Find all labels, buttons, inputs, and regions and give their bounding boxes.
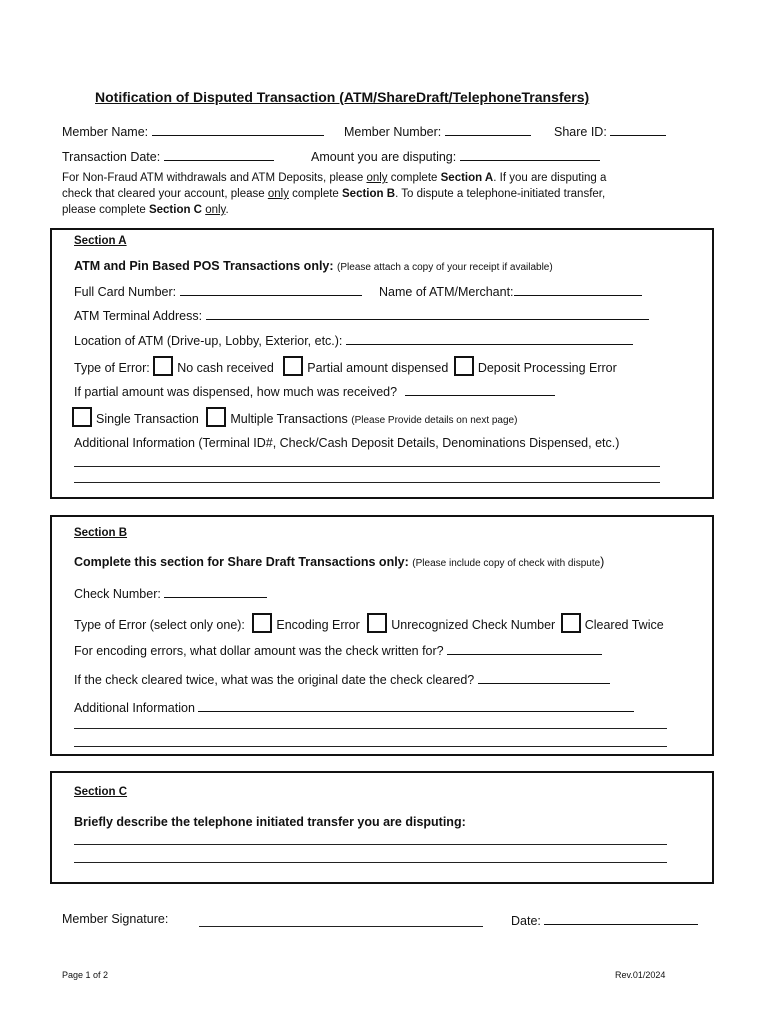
share-id-row — [554, 123, 666, 139]
date-field[interactable] — [544, 912, 698, 925]
multiple-transactions-note: (Please Provide details on next page) — [351, 415, 518, 426]
card-number-field[interactable] — [180, 283, 362, 296]
member-number-field[interactable] — [445, 123, 531, 136]
location-row — [74, 332, 633, 348]
date-row — [511, 912, 698, 928]
partial-amount-question: If partial amount was dispensed, how much was received? — [74, 385, 398, 399]
section-b-additional-line-2[interactable] — [74, 746, 667, 747]
instr-text: please complete — [62, 204, 149, 216]
encoding-question: For encoding errors, what dollar amount was the check written for? — [74, 644, 444, 658]
deposit-error-checkbox[interactable] — [454, 356, 474, 376]
section-b-additional-line-1[interactable] — [74, 728, 667, 729]
check-number-label: Check Number: — [74, 587, 161, 601]
instr-text: complete — [387, 172, 441, 184]
location-label: Location of ATM (Drive-up, Lobby, Exterior, etc.): — [74, 334, 343, 348]
member-name-field[interactable] — [152, 123, 324, 136]
transaction-date-label: Transaction Date: — [62, 150, 161, 164]
instr-text: . If you are disputing a — [493, 172, 607, 184]
revision: Rev.01/2024 — [615, 970, 666, 980]
transaction-date-field[interactable] — [164, 148, 274, 161]
encoding-question-row — [74, 642, 602, 658]
encoding-amount-field[interactable] — [447, 642, 602, 655]
section-a-note: (Please attach a copy of your receipt if available) — [337, 262, 553, 273]
instr-text: . — [225, 204, 229, 216]
terminal-address-row — [74, 307, 649, 323]
section-a-additional-label: Additional Information (Terminal ID#, Check/Cash Deposit Details, Denominations Dispensed, etc.) — [74, 436, 620, 450]
card-number-row — [74, 283, 362, 299]
atm-name-field[interactable] — [514, 283, 642, 296]
cleared-twice-label: Cleared Twice — [584, 618, 664, 632]
single-transaction-checkbox[interactable] — [72, 407, 92, 427]
cleared-question-row — [74, 671, 610, 687]
instr-only: only — [267, 188, 289, 200]
terminal-address-field[interactable] — [206, 307, 649, 320]
section-c-line-2[interactable] — [74, 862, 667, 863]
instructions-line-1 — [62, 172, 606, 184]
error-type-label: Type of Error: — [74, 361, 150, 375]
location-field[interactable] — [346, 332, 633, 345]
section-b-note: (Please include copy of check with dispute — [412, 558, 601, 569]
amount-label: Amount you are disputing: — [311, 150, 457, 164]
no-cash-checkbox[interactable] — [153, 356, 173, 376]
section-b-heading: Section B — [74, 527, 128, 539]
check-number-field[interactable] — [164, 585, 267, 598]
section-c-prompt: Briefly describe the telephone initiated transfer you are disputing: — [74, 815, 466, 829]
check-number-row — [74, 585, 267, 601]
cleared-date-field[interactable] — [478, 671, 610, 684]
section-a-additional-line-2[interactable] — [74, 482, 660, 483]
share-id-label: Share ID: — [554, 125, 607, 139]
instructions-line-2 — [62, 188, 605, 200]
section-a-subtitle: ATM and Pin Based POS Transactions only: — [74, 259, 334, 273]
amount-field[interactable] — [460, 148, 600, 161]
page-number: Page 1 of 2 — [62, 970, 109, 980]
partial-amount-row — [74, 383, 555, 399]
section-c-line-1[interactable] — [74, 844, 667, 845]
encoding-error-checkbox[interactable] — [252, 613, 272, 633]
cleared-twice-checkbox[interactable] — [561, 613, 581, 633]
signature-row — [62, 912, 168, 926]
transaction-date-row — [62, 148, 274, 164]
instr-only: only — [205, 204, 226, 216]
instr-text: . To dispute a telephone-initiated transfer, — [395, 188, 606, 200]
b-additional-label: Additional Information — [74, 701, 195, 715]
unrecognized-check-checkbox[interactable] — [367, 613, 387, 633]
instr-section-ref: Section C — [148, 204, 202, 216]
partial-amount-checkbox[interactable] — [283, 356, 303, 376]
section-c-heading: Section C — [74, 786, 128, 798]
signature-label: Member Signature: — [62, 912, 169, 926]
cleared-question: If the check cleared twice, what was the original date the check cleared? — [74, 673, 475, 687]
section-b-note-paren: ) — [600, 555, 605, 569]
deposit-error-label: Deposit Processing Error — [477, 361, 617, 375]
unrecognized-check-label: Unrecognized Check Number — [391, 618, 556, 632]
section-a-additional-line-1[interactable] — [74, 466, 660, 467]
page-title: Notification of Disputed Transaction (ATM/ShareDraft/TelephoneTransfers) — [95, 89, 590, 105]
no-cash-label: No cash received — [177, 361, 274, 375]
atm-name-row — [379, 283, 642, 299]
date-label: Date: — [511, 914, 541, 928]
terminal-address-label: ATM Terminal Address: — [74, 309, 203, 323]
multiple-transactions-checkbox[interactable] — [206, 407, 226, 427]
instructions-line-3 — [62, 204, 229, 216]
member-name-row — [62, 123, 324, 139]
instr-section-ref: Section A — [440, 172, 494, 184]
single-transaction-label: Single Transaction — [96, 412, 199, 426]
atm-name-label: Name of ATM/Merchant: — [379, 285, 514, 299]
transaction-count-row — [72, 407, 517, 427]
section-b-subtitle-row — [74, 555, 604, 569]
encoding-error-label: Encoding Error — [276, 618, 360, 632]
b-additional-row — [74, 699, 634, 715]
section-a-heading: Section A — [74, 235, 127, 247]
instr-text: complete — [288, 188, 343, 200]
section-a-subtitle-row — [74, 259, 553, 273]
member-name-label: Member Name: — [62, 125, 149, 139]
multiple-transactions-label: Multiple Transactions — [230, 412, 348, 426]
partial-amount-field[interactable] — [405, 383, 555, 396]
signature-field[interactable] — [199, 926, 483, 927]
section-b-box — [50, 515, 714, 756]
partial-amount-label: Partial amount dispensed — [307, 361, 449, 375]
error-type-row — [74, 356, 617, 376]
card-number-label: Full Card Number: — [74, 285, 177, 299]
instr-section-ref: Section B — [342, 188, 396, 200]
member-number-label: Member Number: — [344, 125, 442, 139]
b-error-type-row — [74, 613, 664, 633]
section-b-subtitle: Complete this section for Share Draft Transactions only: — [74, 555, 409, 569]
member-number-row — [344, 123, 531, 139]
instr-only: only — [366, 172, 388, 184]
b-error-type-label: Type of Error (select only one): — [74, 618, 245, 632]
instr-text: check that cleared your account, please — [62, 188, 268, 200]
b-additional-field[interactable] — [198, 699, 634, 712]
instr-text: For Non-Fraud ATM withdrawals and ATM Deposits, please — [62, 172, 367, 184]
share-id-field[interactable] — [610, 123, 666, 136]
amount-row — [311, 148, 600, 164]
